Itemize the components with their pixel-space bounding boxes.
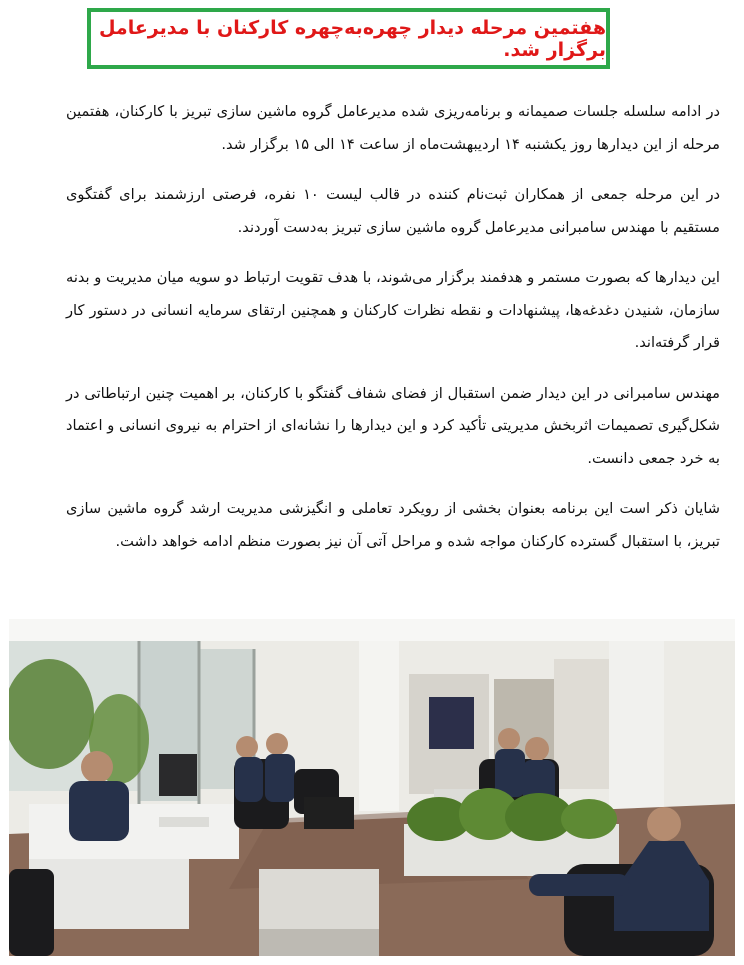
headline-box [87, 8, 610, 69]
paragraph-5: شایان ذکر است این برنامه بعنوان بخشی از رویکرد تعاملی و انگیزشی مدیریت ارشد گروه ماشین سازی تبریز، با استقبال گسترده کارکنان مواجه شده و مراحل آتی آن نیز بصورت منظم ادامه خواهد داشت. [66, 500, 720, 550]
paragraph-4: مهندس سامبرانی در این دیدار ضمن استقبال از فضای شفاف گفتگو با کارکنان، بر اهمیت چنین ارتباطاتی در شکل‌گیری تصمیمات اثربخش مدیریتی تأکید کرد و این دیدارها را نشانه‌ای از احترام به نیروی انسانی و اعتماد به خرد جمعی دانست. [66, 384, 720, 467]
paragraph-2: در این مرحله جمعی از همکاران ثبت‌نام کننده در قالب لیست ۱۰ نفره، فرصتی ارزشمند برای گفتگوی مستقیم با مهندس سامبرانی مدیرعامل گروه ماشین سازی تبریز به‌دست آوردند. [66, 186, 721, 236]
headline: هفتمین مرحله دیدار چهره‌به‌چهره کارکنان با مدیرعامل برگزار شد. [98, 16, 606, 61]
paragraph-3: این دیدارها که بصورت مستمر و هدفمند برگزار می‌شوند، با هدف تقویت ارتباط دو سویه میان مدیریت و بدنه سازمان، شنیدن دغدغه‌ها، پیشنهادات و نقطه نظرات کارکنان و همچنین ارتقای سرمایه انسانی در دستور کار قرار گرفته‌اند. [66, 269, 720, 351]
paragraph-1: در ادامه سلسله جلسات صمیمانه و برنامه‌ریزی شده مدیرعامل گروه ماشین سازی تبریز با کارکنان، هفتمین مرحله از این دیدارها روز یکشنبه ۱۴ اردیبهشت‌ماه از ساعت ۱۴ الی ۱۵ برگزار شد. [66, 103, 720, 153]
article-body [66, 96, 720, 576]
meeting-photo-illustration [9, 619, 735, 956]
meeting-photo [9, 619, 735, 956]
